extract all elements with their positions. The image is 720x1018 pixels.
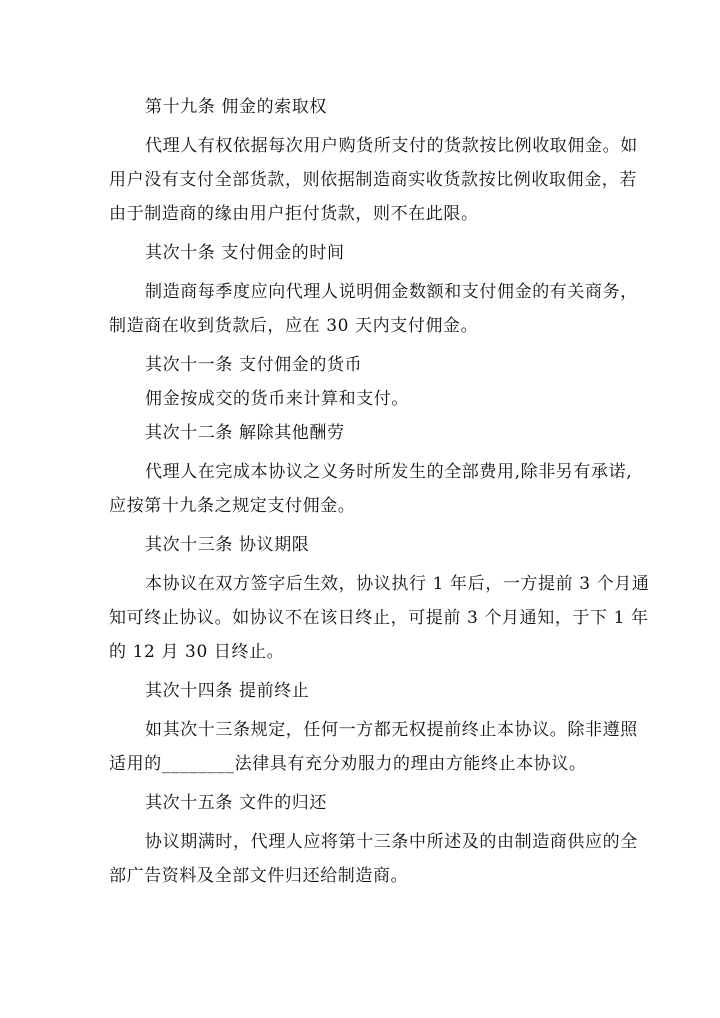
paragraph-line: 制造商每季度应向代理人说明佣金数额和支付佣金的有关商务， (145, 282, 638, 302)
section-20 (109, 236, 638, 343)
section-23 (109, 528, 650, 669)
section-heading: 其次十二条 解除其他酬劳 (145, 423, 345, 443)
paragraph-line: 佣金按成交的货币来计算和支付。 (145, 389, 409, 409)
paragraph-line: 协议期满时，代理人应将第十三条中所述及的由制造商供应的全 (145, 832, 638, 852)
section-heading: 其次十三条 协议期限 (145, 535, 310, 555)
section-heading: 其次十条 支付佣金的时间 (145, 243, 345, 263)
section-24 (109, 674, 638, 781)
paragraph-line: 用户没有支付全部货款，则依据制造商实收货款按比例收取佣金，若 (109, 170, 637, 190)
document-body (109, 90, 650, 893)
paragraph-line: 制造商在收到货款后，应在 30 天内支付佣金。 (109, 316, 479, 336)
section-heading: 第十九条 佣金的索取权 (145, 97, 328, 117)
paragraph-line: 部广告资料及全部文件归还给制造商。 (109, 866, 409, 886)
paragraph-line: 适用的________法律具有充分劝服力的理由方能终止本协议。 (109, 754, 587, 774)
paragraph-line: 本协议在双方签字后生效，协议执行 1 年后，一方提前 3 个月通 (145, 574, 650, 594)
paragraph-line: 知可终止协议。如协议不在该日终止，可提前 3 个月通知，于下 1 年 (109, 608, 649, 628)
section-22 (109, 416, 633, 523)
section-heading: 其次十一条 支付佣金的货币 (145, 355, 363, 375)
paragraph-line: 由于制造商的缘由用户拒付货款，则不在此限。 (109, 204, 479, 224)
section-21 (109, 348, 615, 416)
paragraph-line: 如其次十三条规定，任何一方都无权提前终止本协议。除非遵照 (145, 720, 638, 740)
paragraph-line: 代理人在完成本协议之义务时所发生的全部费用,除非另有承诺, (145, 462, 633, 482)
paragraph-line: 的 12 月 30 日终止。 (109, 642, 285, 662)
paragraph-line: 代理人有权依据每次用户购货所支付的货款按比例收取佣金。如 (145, 136, 638, 156)
section-25 (109, 786, 638, 893)
section-heading: 其次十五条 文件的归还 (145, 793, 328, 813)
paragraph-line: 应按第十九条之规定支付佣金。 (109, 496, 356, 516)
section-19 (109, 90, 638, 231)
section-heading: 其次十四条 提前终止 (145, 681, 310, 701)
